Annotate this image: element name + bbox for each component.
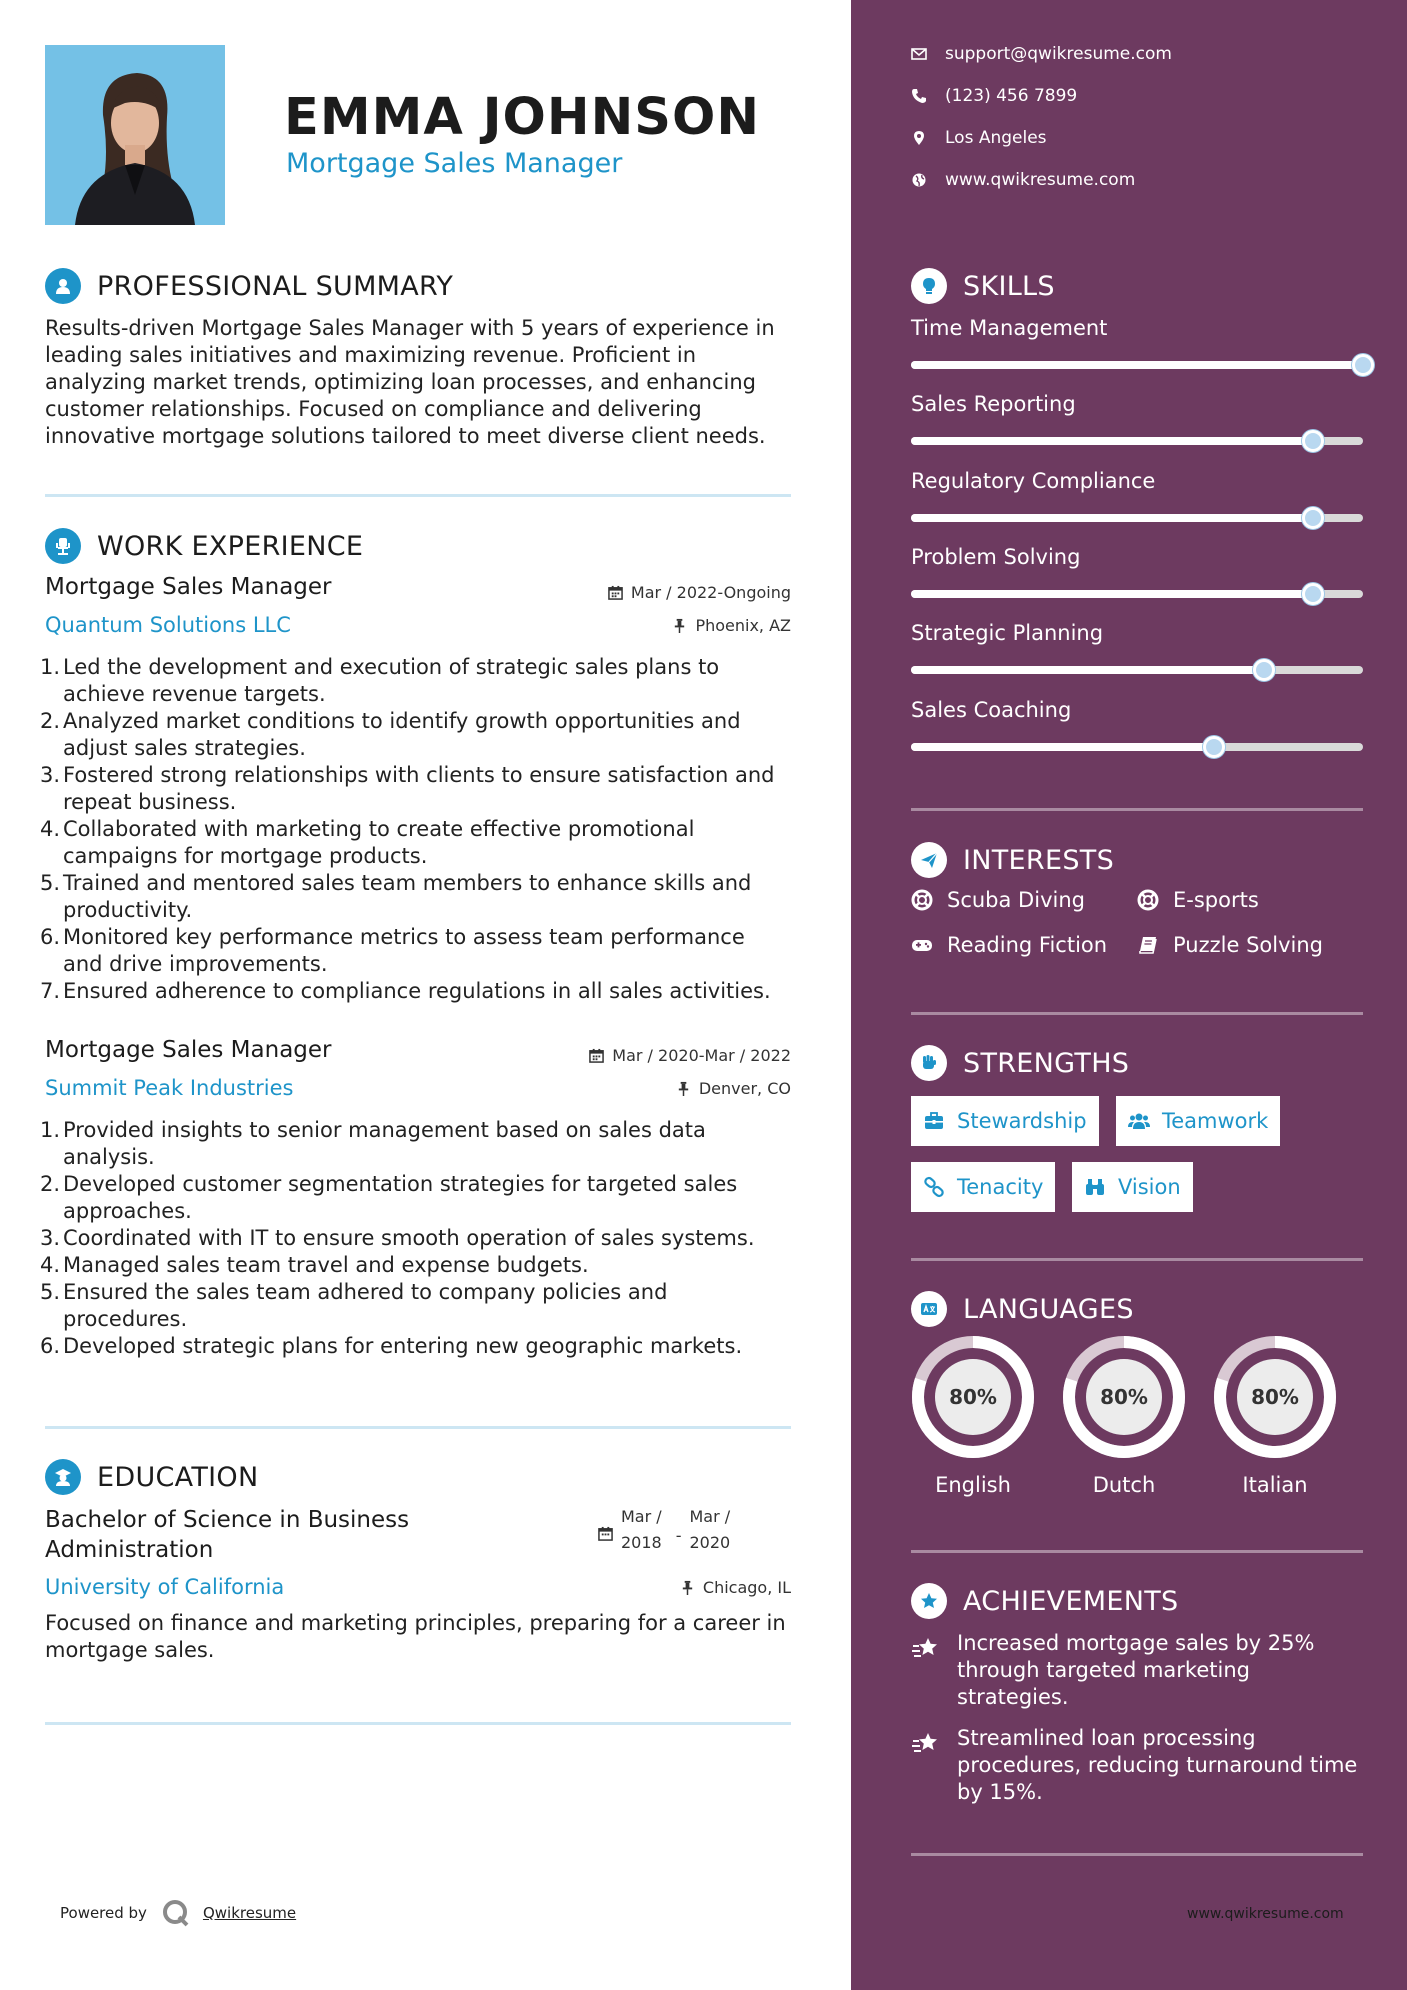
lifebuoy-icon bbox=[911, 889, 933, 911]
link-icon bbox=[923, 1176, 945, 1198]
summary-title: PROFESSIONAL SUMMARY bbox=[97, 270, 454, 302]
achievement-item: Streamlined loan processing procedures, reducing turnaround time by 15%. bbox=[911, 1725, 1363, 1806]
skill-bar bbox=[911, 666, 1363, 674]
gauge-percent: 80% bbox=[1100, 1385, 1148, 1409]
list-item: 2. Analyzed market conditions to identify growth opportunities and adjust sales strategies. bbox=[40, 709, 741, 760]
summary-heading bbox=[45, 266, 453, 306]
gauge-percent: 80% bbox=[949, 1385, 997, 1409]
education-heading bbox=[45, 1457, 258, 1497]
skill-label: Time Management bbox=[911, 316, 1108, 340]
skill-bar-knob bbox=[1352, 354, 1374, 376]
interests-title: INTERESTS bbox=[963, 844, 1115, 876]
job-company: Quantum Solutions LLC bbox=[45, 613, 291, 637]
contact-email[interactable]: support@qwikresume.com bbox=[911, 44, 1172, 64]
strengths-heading bbox=[911, 1043, 1129, 1083]
star-icon bbox=[911, 1583, 947, 1619]
divider bbox=[911, 808, 1363, 811]
globe-icon bbox=[911, 172, 927, 188]
achievement-item: Increased mortgage sales by 25% through targeted marketing strategies. bbox=[911, 1630, 1363, 1711]
language-name: English bbox=[935, 1473, 1011, 1497]
interest-item: Reading Fiction bbox=[911, 933, 1107, 957]
interests-heading bbox=[911, 840, 1114, 880]
summary-text: Results-driven Mortgage Sales Manager with 5 years of experience in leading sales initiatives and maximizing revenue. Proficient in analyzing market trends, optimizing loan processes, and enhancing customer relationships. Focused on compliance and delivering innovative mortgage solutions tailored to meet diverse client needs. bbox=[45, 316, 775, 448]
skill-bar bbox=[911, 361, 1363, 369]
duty-list bbox=[40, 1117, 800, 1360]
pin-icon bbox=[672, 618, 687, 633]
skill-bar bbox=[911, 437, 1363, 445]
footer-website[interactable]: www.qwikresume.com bbox=[1187, 1906, 1344, 1922]
divider bbox=[911, 1012, 1363, 1015]
calendar-icon bbox=[608, 585, 623, 600]
skill-label: Regulatory Compliance bbox=[911, 469, 1156, 493]
job-location: Phoenix, AZ bbox=[672, 616, 791, 635]
skills-title: SKILLS bbox=[963, 270, 1055, 302]
skill-label: Sales Coaching bbox=[911, 698, 1072, 722]
interest-item: E-sports bbox=[1137, 888, 1259, 912]
strength-tag: Vision bbox=[1072, 1162, 1193, 1212]
language-gauge bbox=[1213, 1335, 1337, 1497]
job-location: Denver, CO bbox=[676, 1079, 791, 1098]
list-item: 5. Ensured the sales team adhered to company policies and procedures. bbox=[40, 1280, 668, 1331]
skill-label: Sales Reporting bbox=[911, 392, 1076, 416]
list-item: 2. Developed customer segmentation strategies for targeted sales approaches. bbox=[40, 1172, 738, 1223]
sidebar bbox=[851, 0, 1407, 1990]
skill-bar-fill bbox=[911, 666, 1264, 674]
languages-title: LANGUAGES bbox=[963, 1293, 1134, 1325]
skill-bar bbox=[911, 743, 1363, 751]
list-item: 6. Developed strategic plans for entering new geographic markets. bbox=[40, 1334, 743, 1358]
divider bbox=[45, 494, 791, 497]
interest-item: Scuba Diving bbox=[911, 888, 1085, 912]
experience-heading bbox=[45, 526, 363, 566]
list-item: 1. Provided insights to senior management based on sales data analysis. bbox=[40, 1118, 706, 1169]
shooting-star-icon bbox=[911, 1634, 941, 1664]
users-icon bbox=[1128, 1110, 1150, 1132]
office-chair-icon bbox=[45, 528, 81, 564]
skills-heading bbox=[911, 266, 1055, 306]
pin-icon bbox=[676, 1081, 691, 1096]
pin-icon bbox=[680, 1580, 695, 1595]
skill-label: Problem Solving bbox=[911, 545, 1081, 569]
divider bbox=[45, 1722, 791, 1725]
education-dates: Mar / 2018 - Mar / 2020 bbox=[598, 1504, 730, 1556]
lifebuoy-icon bbox=[1137, 889, 1159, 911]
translate-icon bbox=[911, 1291, 947, 1327]
job-dates: Mar / 2020-Mar / 2022 bbox=[589, 1046, 791, 1065]
job-title: Mortgage Sales Manager bbox=[45, 1037, 332, 1063]
user-icon bbox=[45, 268, 81, 304]
language-gauge bbox=[911, 1335, 1035, 1497]
list-item: 1. Led the development and execution of strategic sales plans to achieve revenue targets. bbox=[40, 655, 720, 706]
degree: Bachelor of Science in Business Administration bbox=[45, 1507, 410, 1563]
experience-title: WORK EXPERIENCE bbox=[97, 530, 364, 562]
calendar-icon bbox=[598, 1526, 613, 1541]
divider bbox=[911, 1258, 1363, 1261]
qwikresume-link[interactable]: Qwikresume bbox=[202, 1904, 297, 1922]
list-item: 3. Coordinated with IT to ensure smooth operation of sales systems. bbox=[40, 1226, 755, 1250]
skill-bar bbox=[911, 514, 1363, 522]
list-item: 4. Managed sales team travel and expense budgets. bbox=[40, 1253, 589, 1277]
skill-bar bbox=[911, 590, 1363, 598]
education-location: Chicago, IL bbox=[680, 1578, 791, 1597]
paper-plane-icon bbox=[911, 842, 947, 878]
education-title: EDUCATION bbox=[97, 1461, 259, 1493]
skill-bar-knob bbox=[1203, 736, 1225, 758]
skill-label: Strategic Planning bbox=[911, 621, 1104, 645]
strength-tag: Tenacity bbox=[911, 1162, 1055, 1212]
envelope-icon bbox=[911, 46, 927, 62]
achievements-heading bbox=[911, 1581, 1179, 1621]
phone-icon bbox=[911, 88, 927, 104]
strength-tag: Stewardship bbox=[911, 1096, 1099, 1146]
contact-phone[interactable]: (123) 456 7899 bbox=[911, 86, 1077, 106]
book-icon bbox=[1137, 934, 1159, 956]
skill-bar-fill bbox=[911, 743, 1214, 751]
divider bbox=[911, 1853, 1363, 1856]
calendar-icon bbox=[589, 1048, 604, 1063]
skill-bar-fill bbox=[911, 514, 1313, 522]
contact-location: Los Angeles bbox=[911, 128, 1047, 148]
language-gauge bbox=[1062, 1335, 1186, 1497]
map-marker-icon bbox=[911, 130, 927, 146]
skill-bar-knob bbox=[1302, 430, 1324, 452]
binoculars-icon bbox=[1084, 1176, 1106, 1198]
job-dates: Mar / 2022-Ongoing bbox=[608, 583, 791, 602]
languages-heading bbox=[911, 1289, 1134, 1329]
fist-icon bbox=[911, 1045, 947, 1081]
duty-list bbox=[40, 654, 800, 1005]
skill-bar-knob bbox=[1302, 507, 1324, 529]
gamepad-icon bbox=[911, 934, 933, 956]
lightbulb-icon bbox=[911, 268, 947, 304]
job-company: Summit Peak Industries bbox=[45, 1076, 294, 1100]
language-name: Italian bbox=[1242, 1473, 1308, 1497]
education-description: Focused on finance and marketing principles, preparing for a career in mortgage sales. bbox=[45, 1611, 786, 1662]
qwikresume-logo-icon bbox=[161, 1898, 191, 1928]
achievements-title: ACHIEVEMENTS bbox=[963, 1585, 1179, 1617]
candidate-name: EMMA JOHNSON bbox=[284, 88, 761, 147]
divider bbox=[45, 1426, 791, 1429]
job-title: Mortgage Sales Manager bbox=[45, 574, 332, 600]
list-item: 7. Ensured adherence to compliance regulations in all sales activities. bbox=[40, 979, 771, 1003]
language-name: Dutch bbox=[1092, 1473, 1156, 1497]
list-item: 5. Trained and mentored sales team members to enhance skills and productivity. bbox=[40, 871, 752, 922]
skill-bar-knob bbox=[1253, 659, 1275, 681]
strength-tag: Teamwork bbox=[1116, 1096, 1280, 1146]
strengths-title: STRENGTHS bbox=[963, 1047, 1130, 1079]
shooting-star-icon bbox=[911, 1729, 941, 1759]
school-name: University of California bbox=[45, 1575, 285, 1599]
powered-by: Powered by Qwikresume bbox=[60, 1898, 296, 1928]
divider bbox=[911, 1550, 1363, 1553]
skill-bar-fill bbox=[911, 437, 1313, 445]
briefcase-icon bbox=[923, 1110, 945, 1132]
list-item: 3. Fostered strong relationships with clients to ensure satisfaction and repeat business. bbox=[40, 763, 775, 814]
graduate-icon bbox=[45, 1459, 81, 1495]
skill-bar-knob bbox=[1302, 583, 1324, 605]
skill-bar-fill bbox=[911, 361, 1363, 369]
list-item: 4. Collaborated with marketing to create effective promotional campaigns for mortgage products. bbox=[40, 817, 695, 868]
skill-bar-fill bbox=[911, 590, 1313, 598]
list-item: 6. Monitored key performance metrics to assess team performance and drive improvements. bbox=[40, 925, 745, 976]
profile-photo bbox=[45, 45, 225, 225]
candidate-role: Mortgage Sales Manager bbox=[286, 148, 623, 179]
interest-item: Puzzle Solving bbox=[1137, 933, 1323, 957]
contact-website[interactable]: www.qwikresume.com bbox=[911, 170, 1135, 190]
gauge-percent: 80% bbox=[1251, 1385, 1299, 1409]
